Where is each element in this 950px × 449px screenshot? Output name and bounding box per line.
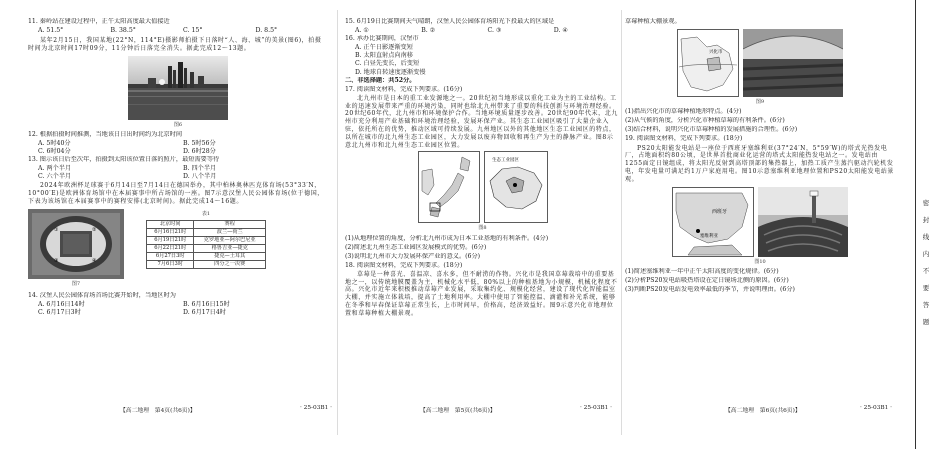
table-cell-match: 四分之一决赛 (194, 260, 266, 268)
fig6-caption: 图6 (173, 121, 183, 128)
q14-option-c: C. 6月17日3时 (38, 309, 81, 317)
q15-option-b: B. ② (421, 27, 436, 35)
page-6 (625, 18, 895, 295)
page6-footer-code: · 25-03B1 · (860, 405, 893, 411)
q16-option-d: D. 地球自转速度逐渐变慢 (355, 68, 426, 76)
q13-option-c: C. 六个半月 (38, 173, 72, 181)
fig9-greenhouse-photo (743, 29, 843, 97)
table-row (147, 260, 266, 268)
q15-option-d: D. ④ (553, 27, 568, 35)
q12-stem: 12. 根据拍摄时间推测，当地该日日出时间约为北京时间 (28, 130, 183, 138)
page-5 (345, 18, 620, 319)
fig9-label-xinghua: 兴化市 (709, 50, 723, 56)
q18-sub-1: (1)指出兴化市的草莓种植地形特点。(4分) (625, 108, 742, 116)
q16-option-a: A. 正午日影逐渐变短 (355, 44, 413, 52)
q16-option-c: C. 白昼先变长，后变短 (355, 60, 420, 68)
q11-stem: 11. 秦岭站在建设过程中，正午太阳高度最大值接近 (28, 18, 170, 25)
q16-option-b: B. 太阳直射点向南移 (355, 52, 413, 60)
fig7-block (28, 209, 124, 290)
q19-sub-3: (3)判断PS20发电站发电效率最低的季节，并说明理由。(6分) (625, 285, 795, 293)
svg-text:①: ① (54, 226, 59, 233)
q16-options (355, 44, 620, 76)
q12-option-d: D. 6时28分 (183, 148, 216, 156)
fig10-solar-plant-photo (758, 187, 848, 257)
q17-heading: 17. 阅读图文材料，完成下列要求。(16分) (345, 85, 463, 93)
page5-footer-code: · 25-03B1 · (580, 405, 613, 411)
table-cell-time: 6月16日21时 (147, 228, 194, 236)
q12-option-c: C. 6时04分 (38, 148, 71, 156)
svg-text:④: ④ (92, 257, 97, 264)
table-row (147, 228, 266, 236)
fig9-images (625, 29, 895, 97)
q19-sub-2: (2)分析PS20发电站吸热塔设在定日镜场北侧的原因。(6分) (625, 276, 789, 284)
q14-option-d: D. 6月17日4时 (183, 309, 226, 317)
q13-options (38, 165, 328, 181)
q12-option-a: A. 5时40分 (38, 139, 71, 147)
page5-footer-title: 【高二地理 第5页(共6页)】 (420, 408, 496, 414)
table-row (147, 244, 266, 252)
q14-option-b: B. 6月16日15时 (183, 301, 230, 309)
q13-option-d: D. 八个半月 (183, 173, 217, 181)
q16-stem: 16. 承办比赛期间，汉堡市 (345, 35, 419, 43)
page-divider (337, 10, 338, 435)
fig8-maps (345, 151, 620, 223)
svg-text:③: ③ (54, 257, 59, 264)
schedule-table (146, 220, 266, 269)
q17-sub-1: (1)从地理位置的角度，分析北九州市成为日本工业基地的有利条件。(4分) (345, 234, 549, 242)
table-cell-match: 格鲁吉亚—捷克 (194, 244, 266, 252)
material-euro: 2024年欧洲杯足球赛于6月14日至7月14日在德国举办，其中柏林奥林匹克体育场(53°33′N，10°00′E)是欧洲体育场馆中在本届赛事中所占场馆的一座。图7示意汉堡人民公园体育场(位于德国，下表为该场馆在本届赛事中的赛程安排(北京时间)。据此完成14～16题。 (28, 182, 324, 206)
table-cell-match: 克罗地亚—阿尔巴尼亚 (194, 236, 266, 244)
fig6-sunset-photo (128, 56, 228, 120)
fig7-stadium-photo (28, 209, 124, 279)
q11-option-a: A. 51.5° (38, 27, 64, 35)
table1-caption: 表1 (201, 210, 211, 217)
q18-heading: 18. 阅读图文材料，完成下列要求。(18分) (345, 261, 463, 269)
fig9-caption: 图9 (755, 99, 765, 106)
page6-footer-title: 【高二地理 第6页(共6页)】 (725, 408, 801, 414)
q12-option-b: B. 5时56分 (183, 139, 216, 147)
q18-sub-3: (3)结合材料，说明兴化市草莓种植的发展措施的合理性。(6分) (625, 126, 798, 134)
table1-block (146, 209, 266, 290)
q11-option-c: C. 15° (183, 27, 203, 35)
material-sunset: 某年2月15日，我国某地(22°N，114°E)摄影师拍摄下日落时“人、海、城”的美景(图6)，拍摄时间为北京时间17时09分，11分钟后日落完全消失。据此完成12～13题。 (28, 37, 322, 52)
fig10-caption: 图10 (754, 258, 766, 265)
page-4 (28, 18, 328, 317)
table-header-match: 赛程 (194, 220, 266, 228)
fig9-location-map (677, 29, 739, 97)
q11-option-d: D. 8.5° (255, 27, 278, 35)
q11-option-b: B. 38.5° (110, 27, 136, 35)
q19-material: PS20太阳能发电站是一座位于西班牙塞维利亚(37°24′N，5°59′W)的塔式光热发电厂，占地面积约80公顷，是世界首批商业化运营的塔式太阳能热发电站之一。发电站由1255面定日镜组成，将太阳光反射到高塔顶部的集热器上，加热工质产生蒸汽驱动汽轮机发电，年发电量可满足约1万户家庭用电。图10示意塞维利亚地理位置和PS20太阳能发电站景观。 (625, 144, 895, 183)
svg-text:②: ② (92, 226, 97, 233)
table-cell-match: 波兰—荷兰 (194, 228, 266, 236)
fig10-label-spain: 西班牙 (712, 208, 728, 215)
table-cell-time: 7月6日3时 (147, 260, 194, 268)
fig7-caption: 图7 (71, 280, 81, 287)
table-cell-time: 6月22日21时 (147, 244, 194, 252)
section-2-heading: 二、非选择题：共52分。 (345, 76, 416, 84)
table-cell-match: 捷克—土耳其 (194, 252, 266, 260)
q17-sub-3: (3)说明北九州市大力发展环保产业的意义。(6分) (345, 252, 481, 260)
q19-heading: 19. 阅读图文材料，完成下列要求。(18分) (625, 135, 743, 143)
fig6-graphic (128, 56, 228, 120)
table-row (147, 252, 266, 260)
fig7-table-row (28, 209, 328, 290)
fig7-graphic (28, 209, 124, 279)
table-cell-time: 6月27日3时 (147, 252, 194, 260)
fig10-label-seville: 塞维利亚 (700, 233, 718, 239)
page4-footer-code: · 25-03B1 · (300, 405, 333, 411)
q13-option-b: B. 四个半月 (183, 165, 217, 173)
page-divider (621, 10, 622, 435)
fig8-japan-map (418, 151, 480, 223)
q17-material: 北九州市是日本的重工业发源地之一。20世纪初当地形成以重化工业为主的工业结构。工业的迅速发展带来严重的环境污染，同时也给北九州带来了重要的科技创新与环境治理经验。20世纪60年代，北九州市和环境保护合作。当地环境质量逐步改善。20世纪90年代末，北九州市充分利用产业基础和环境治理经验，发展环保产业。其生态工业园区吸引了大量企业入驻，依托所在的优势，推动区域可持续发展。九州地区以外的其他地区生态工业园区的特点，以所在城市的北九州生态工业园区，大力发展以废弃物回收和再生产为主的静脉产业。图8示意北九州市和北九州生态工业园区位置。 (345, 94, 618, 149)
page4-footer-title: 【高二地理 第4页(共6页)】 (120, 408, 196, 414)
q12-options (38, 140, 328, 156)
table-header-time: 北京时间 (147, 220, 194, 228)
q13-option-a: A. 两个半月 (38, 165, 72, 173)
fig10-images (625, 187, 895, 257)
fig8-label-eco-park: 生态工业园区 (491, 158, 519, 164)
table-header-row (147, 220, 266, 228)
q17-sub-2: (2)简述北九州生态工业园区发展模式的优势。(6分) (345, 243, 487, 251)
q11-options (38, 27, 328, 35)
q15-option-c: C. ③ (487, 27, 502, 35)
table-row (147, 236, 266, 244)
q14-stem: 14. 汉堡人民公园体育场首场比赛开始时，当地区时为 (28, 291, 176, 299)
q18-material-tail: 草莓种植大棚景观。 (625, 18, 681, 25)
binding-strip-text: 密 封 线 内 不 要 答 题 (922, 199, 936, 326)
table-cell-time: 6月19日21时 (147, 236, 194, 244)
q15-stem: 15. 6月19日比赛期间天气晴朗，汉堡人民公园体育场阳光下投最大的区域是 (345, 18, 555, 25)
q14-options (38, 301, 328, 317)
q13-stem: 13. 图示该日后至次年，拍摄到太阳该位置日落的照片，最短需要等待 (28, 156, 220, 164)
q15-options (355, 27, 620, 35)
fig8-caption: 图8 (478, 225, 487, 232)
fig10-spain-map (672, 187, 754, 257)
q15-option-a: A. ① (355, 27, 369, 35)
binding-strip (915, 0, 936, 449)
q18-sub-2: (2)从气候的角度，分析兴化市种植草莓的有利条件。(6分) (625, 117, 785, 125)
q14-option-a: A. 6月16日14时 (38, 301, 85, 309)
q19-sub-1: (1)简述塞维利亚一年中正午太阳高度的变化规律。(6分) (625, 267, 779, 275)
q18-material: 草莓是一种喜光、喜温凉、喜水多，但不耐涝的作物。兴化市是我国草莓栽培中的重要基地之一，以传统地膜覆盖为主，机械化水平低，80%以上的种植基地为小规模，机械化程度不高。兴化市近年来积极推动草莓产业发展，采取集约化、规模化经营，建设了现代化智能温室大棚，并实施立体栽培，提高了土地利用率。大棚中使用了智能控温、滴灌和补光系统，能够在冬季和早春保证草莓正常生长，上市时间早，价格高，经济效益好。图9示意兴化市地理位置和草莓种植大棚景观。 (345, 270, 618, 317)
fig8-kitakyushu-map (484, 151, 548, 223)
